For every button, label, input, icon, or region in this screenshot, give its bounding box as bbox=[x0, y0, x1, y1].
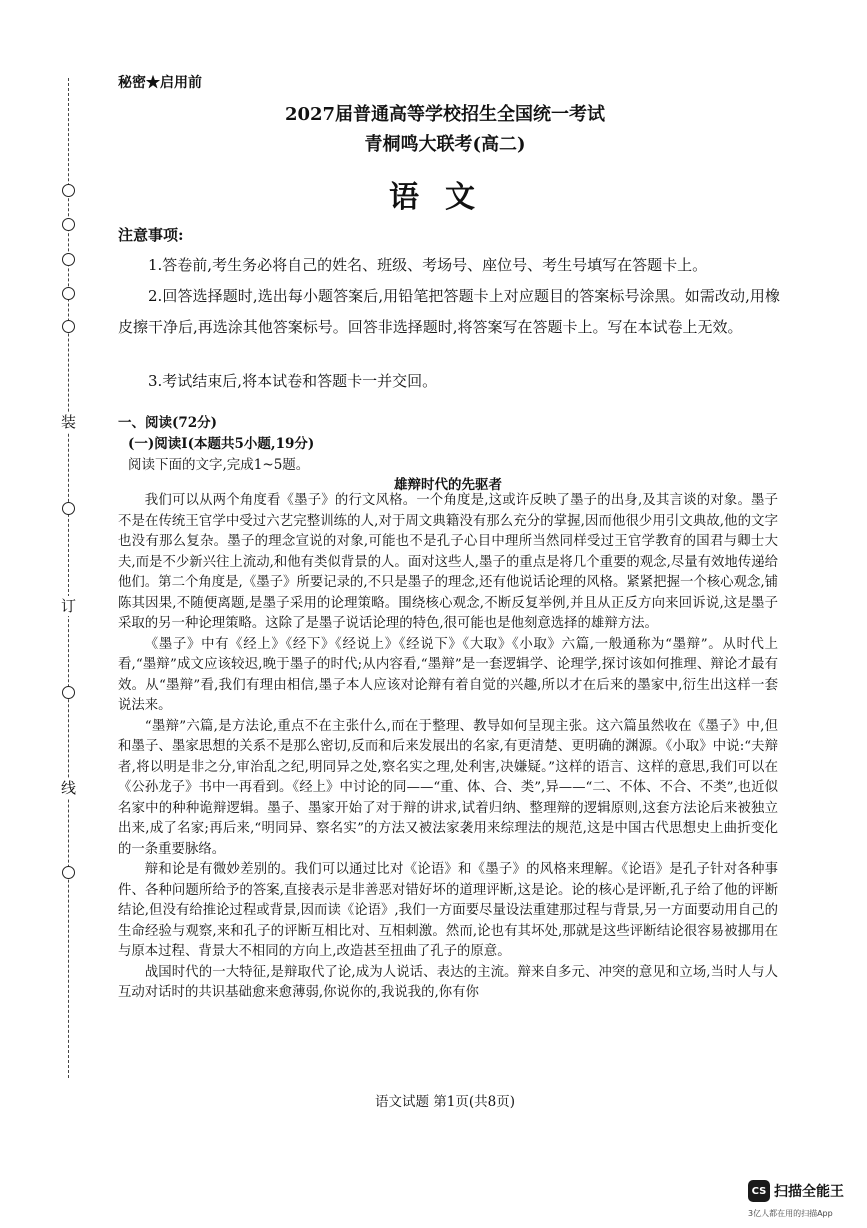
paragraph: 我们可以从两个角度看《墨子》的行文风格。一个角度是,这或许反映了墨子的出身,及其言谈的对象。墨子不是在传统王官学中受过六艺完整训练的人,对于周文典籍没有那么充分的掌握,因而他很少用引文典故,他的文字也没有那么复杂。墨子的理念宣说的对象,可能也不是孔子心目中理所当然同样受过王官学教育的国君与卿士大夫,而是不少新兴往上流动,和他有类似背景的人。面对这些人,墨子的重点是将几个重要的观念,尽量有效地传递给他们。第二个角度是,《墨子》所要记录的,不只是墨子的理念,还有他说话论理的风格。紧紧把握一个核心观念,铺陈其因果,不随便离题,是墨子采用的论理策略。围绕核心观念,不断反复举例,并且从正反方向来回诉说,这是墨子采取的另一种论理策略。这除了是墨子说话论理的特色,很可能也是他刻意选择的雄辩方法。 bbox=[118, 493, 778, 631]
binding-char-ding: 订 bbox=[61, 597, 77, 615]
page-footer: 语文试题 第1页(共8页) bbox=[374, 1094, 515, 1110]
notice-item-3: 3.考试结束后,将本试卷和答题卡一并交回。 bbox=[148, 372, 438, 390]
exam-subtitle: 青桐鸣大联考(高二) bbox=[364, 134, 526, 155]
notice-heading: 注意事项: bbox=[118, 226, 184, 244]
camscanner-logo-icon: CS bbox=[748, 1180, 770, 1202]
binding-char-zhuang: 装 bbox=[61, 413, 77, 431]
paragraph: “墨辩”六篇,是方法论,重点不在主张什么,而在于整理、教导如何呈现主张。这六篇虽然收在《墨子》中,但和墨子、墨家思想的关系不是那么密切,反而和后来发展出的名家,有更清楚、更明确的渊源。《小取》中说:“夫辩者,将以明是非之分,审治乱之纪,明同异之处,察名实之理,处利害,决嫌疑。”这样的语言、这样的意思,我们可以在《公孙龙子》书中一再看到。《经上》中讨论的同——“重、体、合、类”,异——“二、不体、不合、不类”,也近似名家中的种种诡辩逻辑。墨子、墨家开始了对于辩的讲求,试着归纳、整理辩的逻辑原则,这套方法论后来被独立出来,成了名家;再后来,“明同异、察名实”的方法又被法家袭用来综理法的规范,这是中国古代思想史上曲折变化的一条重要脉络。 bbox=[118, 718, 778, 857]
binding-hole bbox=[62, 253, 75, 266]
subsection-heading: (一)阅读Ⅰ(本题共5小题,19分) bbox=[128, 436, 315, 452]
binding-hole bbox=[62, 184, 75, 197]
binding-hole bbox=[62, 502, 75, 515]
binding-hole bbox=[62, 686, 75, 699]
watermark-name: 扫描全能王 bbox=[774, 1184, 844, 1200]
binding-char-xian: 线 bbox=[61, 779, 77, 797]
binding-hole bbox=[62, 320, 75, 333]
secret-label: 秘密★启用前 bbox=[118, 75, 202, 91]
scanner-watermark bbox=[748, 1180, 844, 1202]
notice-item-1: 1.答卷前,考生务必将自己的姓名、班级、考场号、座位号、考生号填写在答题卡上。 bbox=[148, 256, 708, 274]
notice-item-2: 2.回答选择题时,选出每小题答案后,用铅笔把答题卡上对应题目的答案标号涂黑。如需改动,用橡皮擦干净后,再选涂其他答案标号。回答非选择题时,将答案写在答题卡上。写在本试卷上无效。 bbox=[118, 287, 780, 336]
binding-hole bbox=[62, 287, 75, 300]
section-heading: 一、阅读(72分) bbox=[118, 415, 218, 431]
paragraph: 战国时代的一大特征,是辩取代了论,成为人说话、表达的主流。辩来自多元、冲突的意见和立场,当时人与人互动对话时的共识基础愈来愈薄弱,你说你的,我说我的,你有你 bbox=[118, 964, 778, 1000]
instruction: 阅读下面的文字,完成1~5题。 bbox=[128, 457, 310, 473]
exam-title: 2027届普通高等学校招生全国统一考试 bbox=[284, 104, 606, 125]
paragraph: 辩和论是有微妙差别的。我们可以通过比对《论语》和《墨子》的风格来理解。《论语》是孔子针对各种事件、各种问题所给予的答案,直接表示是非善恶对错好坏的道理评断,这是论。论的核心是评断,孔子给了他的评断结论,但没有给推论过程或背景,因而读《论语》,我们一方面要尽量设法重建那过程与背景,另一方面要动用自己的生命经验与观察,来和孔子的评断互相比对、互相刺激。然而,论也有其坏处,那就是这些评断结论很容易被挪用在与原本过程、背景大不相同的方向上,改造甚至扭曲了孔子的原意。 bbox=[118, 862, 778, 959]
paragraph: 《墨子》中有《经上》《经下》《经说上》《经说下》《大取》《小取》六篇,一般通称为“墨辩”。从时代上看,“墨辩”成文应该较迟,晚于墨子的时代;从内容看,“墨辩”是一套逻辑学、论理学,探讨该如何推理、辩论才最有效。从“墨辩”看,我们有理由相信,墨子本人应该对论辩有着自觉的兴趣,所以才在后来的墨家中,衍生出这样一套说法来。 bbox=[118, 636, 778, 713]
subject-title: 语文 bbox=[389, 180, 501, 215]
binding-hole bbox=[62, 866, 75, 879]
article-body bbox=[118, 491, 778, 1004]
article-title: 雄辩时代的先驱者 bbox=[394, 477, 502, 493]
watermark-tagline: 3亿人都在用的扫描App bbox=[748, 1209, 833, 1218]
binding-hole bbox=[62, 218, 75, 231]
